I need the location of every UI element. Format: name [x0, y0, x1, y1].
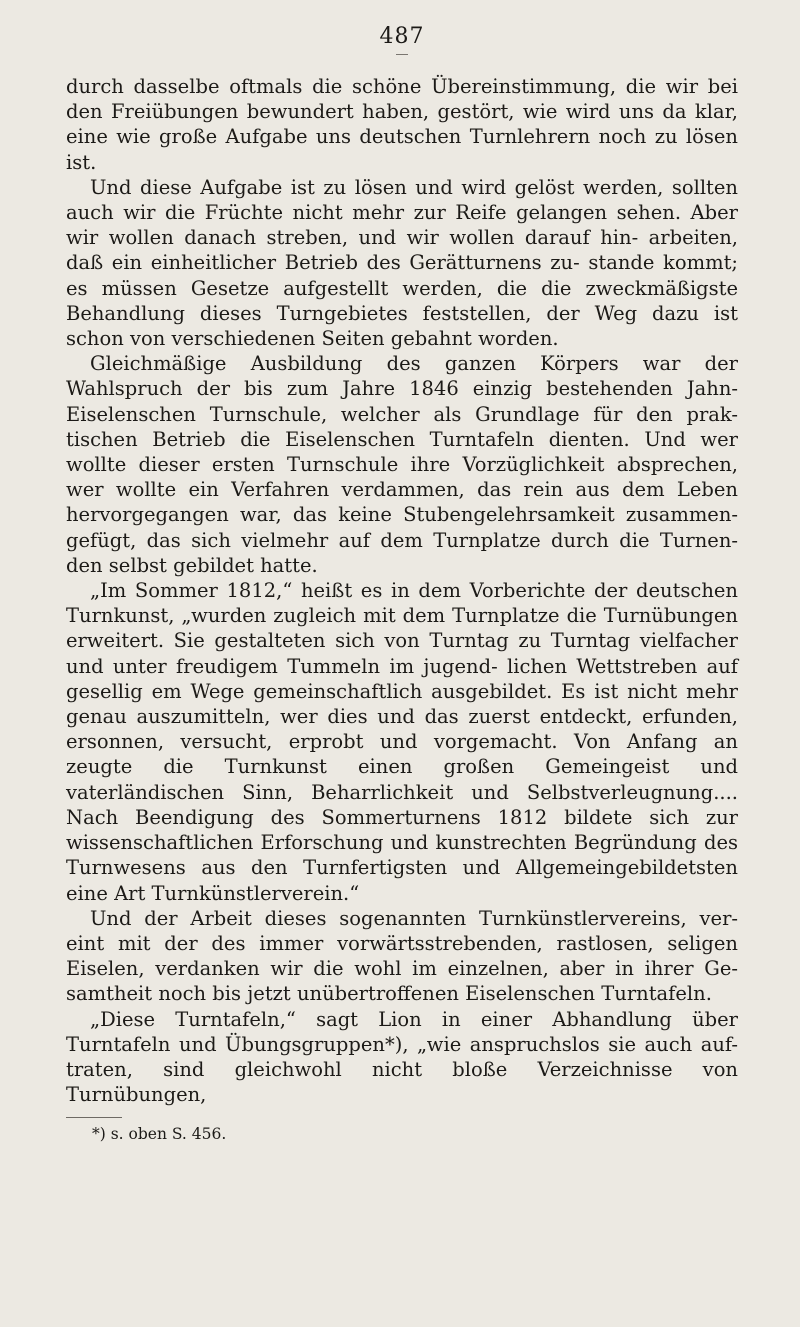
paragraph-3: Gleichmäßige Ausbildung des ganzen Körpers war der Wahlspruch der bis zum Jahre 1846 einzig bestehenden Jahn- Eiselenschen Turnschule, welcher als Grundlage für den prak- tischen Betrieb die Eiselenschen Turntafeln dienten. Und wer wollte dieser ersten Turnschule ihre Vorzüglichkeit absprechen, wer wollte ein Verfahren verdammen, das rein aus dem Leben hervorgegangen war, das keine Stubengelehrsamkeit zusammen- gefügt, das sich vielmehr auf dem Turnplatze durch die Turnen- den selbst gebildet hatte. — [66, 352, 738, 577]
paragraph-6: „Diese Turntafeln,“ sagt Lion in einer Abhandlung über Turntafeln und Übungsgruppen*), „wie anspruchslos sie auch auf- traten, sind gleichwohl nicht bloße Verzeichnisse von Turnübungen, — [66, 1007, 738, 1107]
footnote-divider — [66, 1117, 122, 1118]
paragraph-4: „Im Sommer 1812,“ heißt es in dem Vorberichte der deutschen Turnkunst, „wurden zugleich mit dem Turnplatze die Turnübungen erweitert. Sie gestalteten sich von Turntag zu Turntag vielfacher und unter freudigem Tummeln im jugend- lichen Wettstreben auf gesellig em Wege gemeinschaftlich ausgebildet. Es ist nicht mehr genau auszumitteln, wer dies und das zuerst entdeckt, erfunden, ersonnen, versucht, erprobt und vorgemacht. Von Anfang an zeugte die Turnkunst einen großen Gemeingeist und vaterländischen Sinn, Beharrlichkeit und Selbstverleugnung.... Nach Beendigung des Sommerturnens 1812 bildete sich zur wissenschaftlichen Erforschung und kunstrechten Begründung des Turnwesens aus den Turnfertigsten und Allgemeingebildetsten eine Art Turnkünstlerverein.“ — [66, 579, 738, 905]
paragraph-2: Und diese Aufgabe ist zu lösen und wird gelöst werden, sollten auch wir die Früchte nicht mehr zur Reife gelangen sehen. Aber wir wollen danach streben, und wir wollen darauf hin- arbeiten, daß ein einheitlicher Betrieb des Gerätturnens zu- stande kommt; es müssen Gesetze aufgestellt werden, die die zweckmäßigste Behandlung dieses Turngebietes feststellen, der Weg dazu ist schon von verschiedenen Seiten gebahnt worden. — [66, 175, 738, 351]
page-number: 487 — [66, 22, 738, 52]
paragraph-1: durch dasselbe oftmals die schöne Übereinstimmung, die wir bei den Freiübungen bewundert haben, gestört, wie wird uns da klar, eine wie große Aufgabe uns deutschen Turnlehrern noch zu lösen ist. — [66, 75, 738, 174]
paragraph-5: Und der Arbeit dieses sogenannten Turnkünstlervereins, ver- eint mit der des immer vorwärtsstrebenden, rastlosen, seligen Eiselen, verdanken wir die wohl im einzelnen, aber in ihrer Ge- samtheit noch bis jetzt unübertroffenen Eiselenschen Turntafeln. — [66, 906, 738, 1006]
body-text — [66, 74, 738, 1107]
footnote: *) s. oben S. 456. — [92, 1125, 227, 1144]
